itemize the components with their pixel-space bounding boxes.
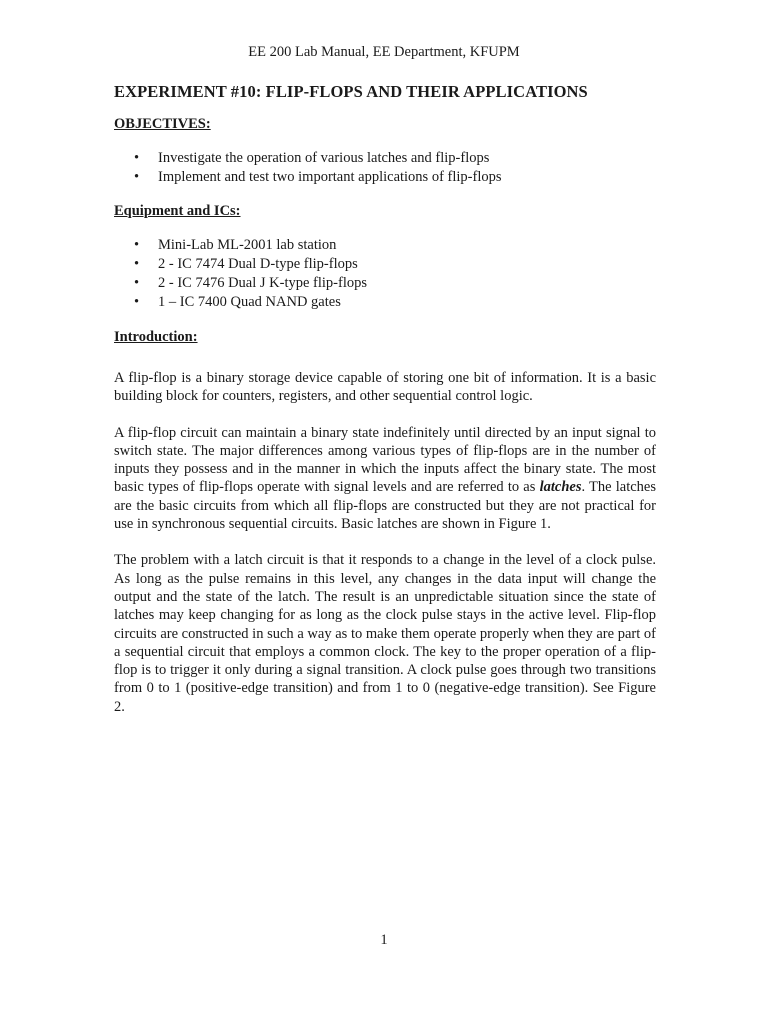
equipment-text: 2 - IC 7474 Dual D-type flip-flops	[158, 256, 358, 272]
experiment-title: EXPERIMENT #10: FLIP-FLOPS AND THEIR APPLICATIONS	[114, 82, 588, 101]
paragraph-text: A flip-flop circuit can maintain a binary state indefinitely until directed by an input signal to switch state. The major differences among various types of flip-flops are in the number of inputs they possess and in the manner in which the inputs affect the binary state. The most basic types of flip-flops operate with signal levels and are referred to as	[114, 424, 656, 496]
list-item	[114, 274, 656, 293]
list-item	[114, 168, 656, 187]
bullet-glyph: •	[134, 150, 140, 166]
running-header: EE 200 Lab Manual, EE Department, KFUPM	[248, 44, 520, 60]
intro-paragraph-1: A flip-flop is a binary storage device capable of storing one bit of information. It is a basic building block for counters, registers, and other sequential control logic.	[114, 370, 656, 405]
bullet-glyph: •	[134, 256, 140, 272]
objective-text: Investigate the operation of various latches and flip-flops	[158, 150, 490, 166]
bullet-glyph: •	[134, 237, 140, 253]
equipment-text: Mini-Lab ML-2001 lab station	[158, 237, 337, 253]
list-item	[114, 255, 656, 274]
equipment-list	[114, 236, 656, 312]
objectives-list	[114, 149, 656, 187]
list-item	[114, 149, 656, 168]
bullet-glyph: •	[134, 294, 140, 310]
intro-paragraph-2	[114, 424, 656, 534]
list-item	[114, 293, 656, 312]
objective-text: Implement and test two important applications of flip-flops	[158, 169, 502, 185]
equipment-heading: Equipment and ICs:	[114, 203, 241, 219]
bullet-glyph: •	[134, 275, 140, 291]
page-content	[114, 82, 656, 716]
latches-term: latches	[539, 479, 582, 496]
bullet-glyph: •	[134, 169, 140, 185]
page-number: 1	[380, 932, 388, 948]
equipment-text: 2 - IC 7476 Dual J K-type flip-flops	[158, 275, 368, 291]
introduction-heading: Introduction:	[114, 329, 198, 345]
intro-paragraph-3: The problem with a latch circuit is that it responds to a change in the level of a clock pulse. As long as the pulse remains in this level, any changes in the data input will change the output and the state of the latch. The result is an unpredictable situation since the state of latches may keep changing for as long as the clock pulse stays in the active level. Flip-flop circuits are constructed in such a way as to make them operate properly when they are part of a sequential circuit that employs a common clock. The key to the proper operation of a flip-flop is to trigger it only during a signal transition. A clock pulse goes through two transitions from 0 to 1 (positive-edge transition) and from 1 to 0 (negative-edge transition). See Figure 2.	[114, 552, 656, 715]
list-item	[114, 236, 656, 255]
equipment-text: 1 – IC 7400 Quad NAND gates	[158, 294, 341, 310]
objectives-heading: OBJECTIVES:	[114, 116, 211, 132]
paragraph-text: . The latches are the basic circuits from which all flip-flops are constructed but they are not practical for use in synchronous sequential circuits. Basic latches are shown in Figure 1.	[114, 479, 656, 533]
